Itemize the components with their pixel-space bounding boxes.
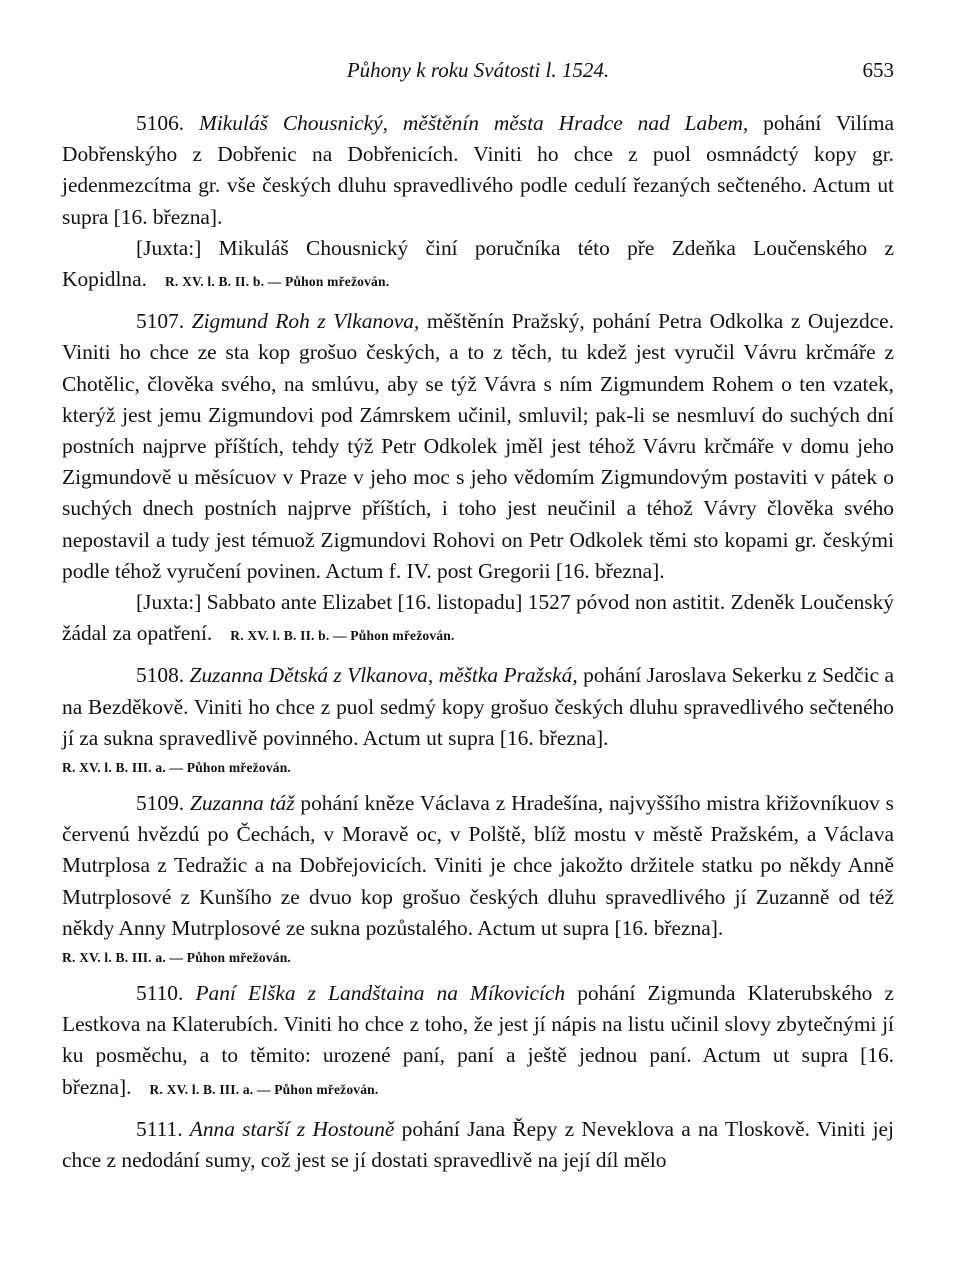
entry-paragraph [62, 306, 894, 587]
entry-5106 [62, 108, 894, 297]
entry-paragraph [62, 660, 894, 754]
entry-text: pohání Zigmunda Klaterubského z Lestkova na Klaterubích. Viniti ho chce z toho, že jest jí nápis na listu učinil slovy zbytečnými jí ku posměchu, a to těmito: urozené paní, paní a ještě jednou paní. Actum ut supra [16. března]. [62, 981, 894, 1099]
juxta-text: [Juxta:] Sabbato ante Elizabet [16. listopadu] 1527 póvod non astitit. Zdeněk Loučenský žádal za opatření. [62, 590, 894, 646]
source-reference: R. XV. l. B. III. a. — Půhon mřežován. [62, 760, 291, 776]
entry-title: Zuzanna Dětská z Vlkanova, měštka Pražská, [189, 663, 578, 688]
entry-number: 5111. [136, 1116, 183, 1141]
entry-title: Paní Elška z Landštaina na Míkovicích [195, 981, 566, 1006]
source-reference: R. XV. l. B. II. b. — Půhon mřežován. [230, 628, 455, 644]
entry-5110 [62, 978, 894, 1105]
page-number: 653 [862, 58, 894, 82]
entry-text: pohání Jaroslava Sekerku z Sedčic a na Bezděkově. Viniti ho chce z puol sedmý kopy grošuo českých dluhu spravedlivého sečteného jí za sukna spravedlivě povinného. Actum ut supra [16. března]. [62, 663, 894, 750]
juxta-note [62, 587, 894, 651]
entry-paragraph [62, 108, 894, 233]
entry-paragraph [62, 1114, 894, 1176]
entry-paragraph [62, 788, 894, 944]
source-reference: R. XV. l. B. III. a. — Půhon mřežován. [149, 1081, 379, 1097]
entry-text: pohání Vilíma Dobřenskýho z Dobřenic na Dobřenicích. Viniti ho chce z puol osmnádctý kopy gr. jedenmezcítma gr. vše českých dluhu spravedlivého podle cedulí řezaných sečteného. Actum ut supra [16. března]. [62, 111, 894, 229]
page-header [62, 58, 894, 92]
entry-number: 5110. [136, 981, 184, 1006]
entry-title: Zigmund Roh z Vlkanova, [191, 309, 420, 334]
source-reference: R. XV. l. B. II. b. — Půhon mřežován. [164, 274, 390, 290]
entry-text: pohání Jana Řepy z Neveklova a na Tloskově. Viniti jej chce z nedodání sumy, což jest se jí dostati spravedlivě na její díl mělo [62, 1116, 894, 1173]
page-content [62, 108, 894, 1185]
entry-title: Zuzanna táž [190, 791, 295, 816]
entry-number: 5108. [136, 663, 185, 688]
entry-text: pohání kněze Václava z Hradešína, najvyššího mistra křižovníkuov s červenú hvězdú po Čechách, v Moravě oc, v Polště, blíž mostu v městě Pražském, a Václava Mutrplosa z Tedražic a na Dobřejovicích. Viniti je chce jakožto držitele statku po někdy Anně Mutrplosové z Kunšího ze dvuo kop grošuo českých dluhu spravedlivého jí Zuzanně od též někdy Anny Mutrplosové ze sukna pozůstalého. Actum ut supra [16. března]. [62, 791, 894, 940]
entry-5107 [62, 306, 894, 651]
entry-number: 5109. [136, 791, 185, 816]
entry-5108 [62, 660, 894, 780]
entry-title: Mikuláš Chousnický, měštěnín města Hradce nad Labem, [199, 111, 749, 135]
entry-text: měštěnín Pražský, pohání Petra Odkolka z Oujezdce. Viniti ho chce ze sta kop grošuo českých, a to z těch, tu kdež jest vyručil Vávru krčmáře z Chotělic, člověka svého, na smlúvu, aby se týž Vávra s ním Zigmundem Rohem o ten vzatek, kterýž jest jemu Zigmundovi pod Zámrskem učinil, smluvil; pak-li se nesmluví do suchých dní postních najprve příštích, tehdy týž Petr Odkolek jměl jest téhož Vávru krčmáře v domu jeho Zigmundově u měsícuov v Praze v jeho moc s jeho vědomím Zigmundovým postaviti v pátek o suchých dnech postních najprve příštích, i toho jest neučinil a téhož Vávry člověka svého nepostavil a tudy jest témuož Zigmundovi Rohovi on Petr Odkolek těmi sto kopami gr. českými podle téhož vyručení povinen. Actum f. IV. post Gregorii [16. března]. [62, 309, 894, 583]
juxta-text: [Juxta:] Mikuláš Chousnický činí poručníka této pře Zdeňka Loučenského z Kopidlna. [62, 235, 894, 292]
juxta-note [62, 233, 894, 297]
entry-paragraph [62, 978, 894, 1105]
entry-5109 [62, 788, 894, 970]
running-title: Půhony k roku Svátosti l. 1524. [346, 58, 610, 82]
source-reference: R. XV. l. B. III. a. — Půhon mřežován. [62, 950, 291, 966]
entry-number: 5106. [136, 111, 185, 135]
entry-title: Anna starší z Hostouně [189, 1116, 395, 1141]
entry-5111 [62, 1114, 894, 1176]
entry-number: 5107. [136, 309, 185, 334]
